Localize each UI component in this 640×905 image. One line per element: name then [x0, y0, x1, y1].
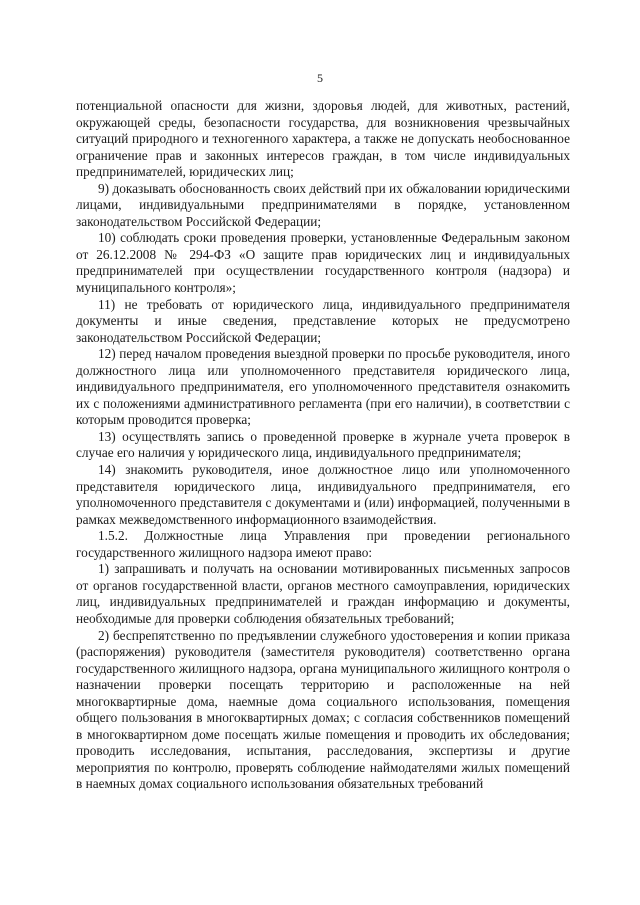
- paragraph-section-1-5-2: 1.5.2. Должностные лица Управления при проведении регионального государственного жилищного надзора имеют право:: [76, 528, 570, 560]
- paragraph-right-1: 1) запрашивать и получать на основании мотивированных письменных запросов от органов государственной власти, органов местного самоуправления, юридических лиц, индивидуальных предпринимателей и граждан информацию и документы, необходимые для проверки соблюдения обязательных требований;: [76, 561, 570, 626]
- paragraph-item-13: 13) осуществлять запись о проведенной проверке в журнале учета проверок в случае его наличия у юридического лица, индивидуального предпринимателя;: [76, 428, 570, 461]
- paragraph-item-10: 10) соблюдать сроки проведения проверки, установленные Федеральным законом от 26.12.2008 № 294-ФЗ «О защите прав юридических лиц и индивидуальных предпринимателей при осуществлении государственного контроля (надзора) и муниципального контроля»;: [76, 230, 570, 296]
- paragraph-item-11: 11) не требовать от юридического лица, индивидуального предпринимателя документы и иные сведения, представление которых не предусмотрено законодательством Российской Федерации;: [76, 296, 570, 345]
- paragraph-item-12: 12) перед началом проведения выездной проверки по просьбе руководителя, иного должностного лица или уполномоченного представителя юридического лица, индивидуального предпринимателя, его уполномоченного представителя ознакомить их с положениями административного регламента (при его наличии), в соответствии с которым проводится проверка;: [76, 346, 570, 428]
- paragraph-item-9: 9) доказывать обоснованность своих действий при их обжаловании юридическими лицами, индивидуальными предпринимателями в порядке, установленном законодательством Российской Федерации;: [76, 180, 570, 229]
- paragraph-right-2: 2) беспрепятственно по предъявлении служебного удостоверения и копии приказа (распоряжения) руководителя (заместителя руководителя) соответственно органа государственного жилищного надзора, органа муниципального жилищного контроля о назначении проверки посещать территорию и расположенные на ней многоквартирные дома, наемные дома социального использования, помещения общего пользования в многоквартирных домах; с согласия собственников помещений в многоквартирном доме посещать жилые помещения и проводить их обследования; проводить исследования, испытания, расследования, экспертизы и другие мероприятия по контролю, проверять соблюдение наймодателями жилых помещений в наемных домах социального использования обязательных требований: [76, 627, 570, 792]
- page-number: 5: [317, 71, 323, 85]
- paragraph-item-14: 14) знакомить руководителя, иное должностное лицо или уполномоченного представителя юридического лица, индивидуального предпринимателя, его уполномоченного представителя с документами и (или) информацией, полученными в рамках межведомственного информационного взаимодействия.: [76, 462, 570, 527]
- document-body: [76, 98, 570, 793]
- paragraph-continuation: потенциальной опасности для жизни, здоровья людей, для животных, растений, окружающей среды, безопасности государства, для возникновения чрезвычайных ситуаций природного и техногенного характера, а также не допускать необоснованное ограничение прав и законных интересов граждан, в том числе индивидуальных предпринимателей, юридических лиц;: [76, 98, 570, 180]
